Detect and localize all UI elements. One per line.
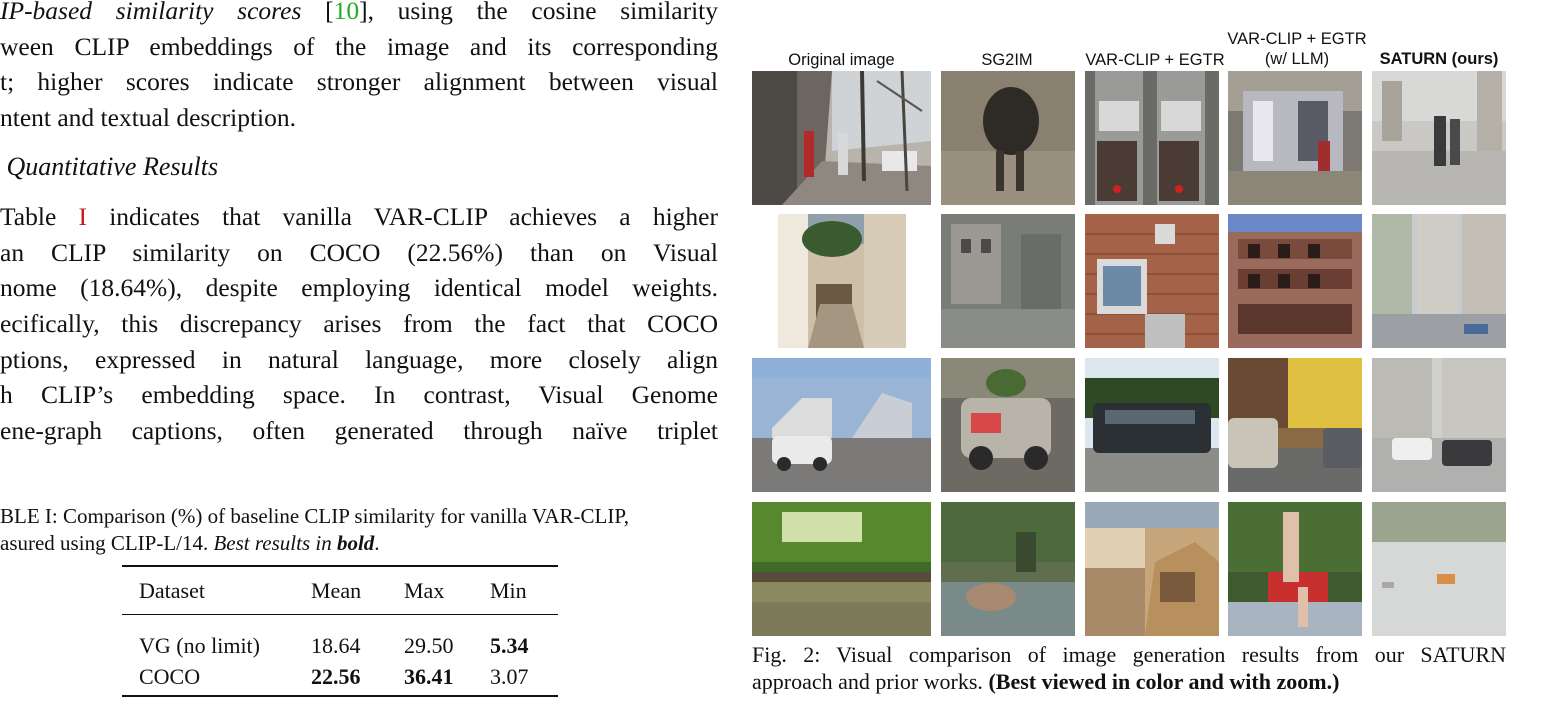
image-sg2im-row1	[941, 71, 1075, 205]
column-label-original: Original image	[788, 51, 895, 69]
figure-2	[752, 0, 1508, 725]
text-line: nome (18.64%), despite employing identical model weights.	[0, 273, 718, 303]
image-saturn-row4	[1372, 502, 1506, 636]
image-sg2im-row3	[941, 358, 1075, 492]
table-row	[122, 659, 558, 696]
image-varclip-row1	[1085, 71, 1219, 205]
paragraph-results	[0, 199, 718, 449]
table-ref-link[interactable]: I	[78, 202, 87, 231]
image-varclip-row2	[1085, 214, 1219, 348]
text-line: h CLIP’s embedding space. In contrast, Visual Genome	[0, 380, 718, 410]
table-header-row	[122, 566, 558, 615]
subsection-heading: Quantitative Results	[6, 152, 219, 181]
image-original-row2	[752, 214, 931, 348]
table-row	[122, 615, 558, 660]
image-varclip-llm-row4	[1228, 502, 1362, 636]
table-caption: BLE I: Comparison (%) of baseline CLIP similarity for vanilla VAR-CLIP, asured using CLIP-L/14. Best results in bold.	[0, 504, 629, 555]
image-sg2im-row4	[941, 502, 1075, 636]
header-dataset: Dataset	[122, 566, 311, 615]
image-saturn-row3	[1372, 358, 1506, 492]
cell-min: 3.07	[490, 659, 558, 696]
column-label-sg2im: SG2IM	[981, 51, 1033, 69]
column-label-saturn: SATURN (ours)	[1379, 50, 1499, 68]
cell-dataset: COCO	[122, 659, 311, 696]
cell-max: 36.41	[404, 659, 490, 696]
cell-mean: 18.64	[311, 633, 361, 658]
cell-max: 29.50	[404, 633, 454, 658]
image-saturn-row2	[1372, 214, 1506, 348]
text-line: ntent and textual description.	[0, 103, 297, 133]
cell-mean: 22.56	[311, 659, 404, 696]
text-line: ecifically, this discrepancy arises from the fact that COCO	[0, 309, 718, 339]
column-label-varclip-egtr-llm: VAR-CLIP + EGTR (w/ LLM)	[1227, 30, 1367, 68]
text-line: Table I indicates that vanilla VAR-CLIP achieves a higher	[0, 202, 718, 231]
image-saturn-row1	[1372, 71, 1506, 205]
text-line: ptions, expressed in natural language, more closely align	[0, 344, 718, 374]
figure-caption: Fig. 2: Visual comparison of image generation results from our SATURN approach and prior works. (Best viewed in color and with zoom.)	[752, 642, 1506, 694]
text-line: IP-based similarity scores [10], using the cosine similarity	[0, 0, 718, 29]
image-original-row4	[752, 502, 931, 636]
paragraph-similarity	[0, 0, 718, 136]
column-label-varclip-egtr: VAR-CLIP + EGTR	[1085, 51, 1225, 69]
left-column	[0, 0, 722, 725]
image-varclip-row4	[1085, 502, 1219, 636]
text-line: ween CLIP embeddings of the image and its corresponding	[0, 31, 718, 61]
results-table	[122, 565, 558, 697]
image-varclip-llm-row3	[1228, 358, 1362, 492]
header-min: Min	[490, 566, 558, 615]
image-varclip-row3	[1085, 358, 1219, 492]
text-line: an CLIP similarity on COCO (22.56%) than on Visual	[0, 237, 718, 267]
text-line: t; higher scores indicate stronger alignment between visual	[0, 67, 718, 97]
image-varclip-llm-row2	[1228, 214, 1362, 348]
cell-min: 5.34	[490, 633, 529, 658]
header-mean: Mean	[311, 566, 404, 615]
image-original-row1	[752, 71, 931, 205]
header-max: Max	[404, 566, 490, 615]
citation-link[interactable]: 10	[333, 0, 360, 25]
cell-dataset: VG (no limit)	[139, 633, 260, 658]
image-sg2im-row2	[941, 214, 1075, 348]
image-varclip-llm-row1	[1228, 71, 1362, 205]
image-original-row3	[752, 358, 931, 492]
text-line: ene-graph captions, often generated through naïve triplet	[0, 416, 718, 446]
